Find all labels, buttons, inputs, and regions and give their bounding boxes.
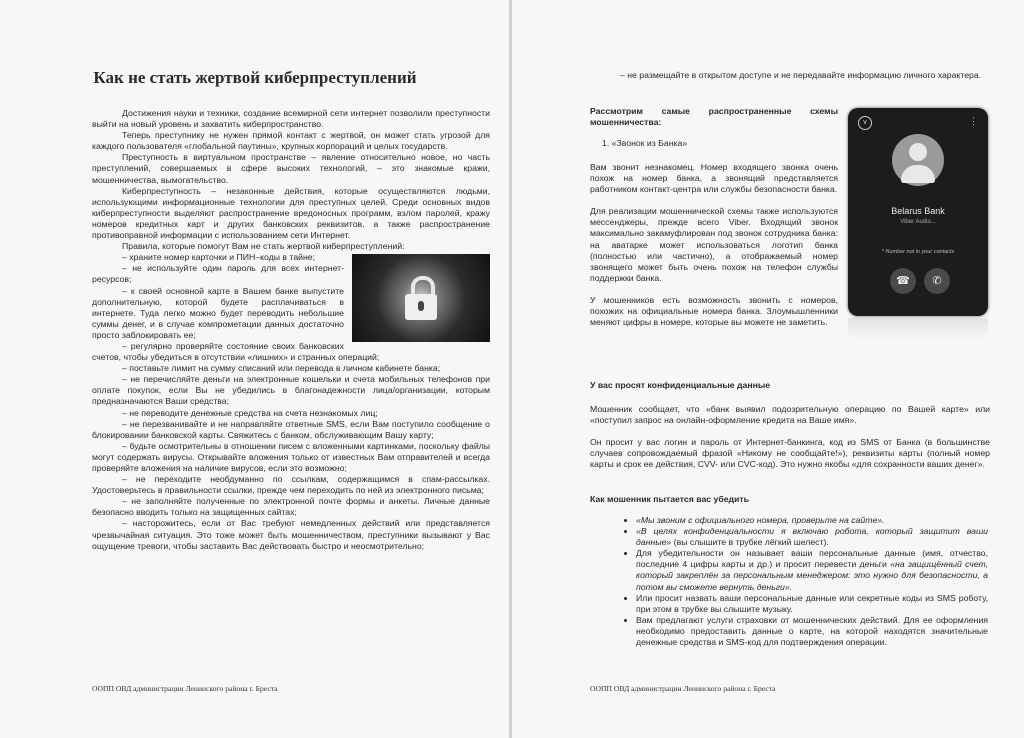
rule-item: – поставьте лимит на сумму списаний или перевода в личном кабинете банка; — [122, 363, 441, 374]
rule-item: – не перезванивайте и не направляйте ответные SMS, если Вам поступило сообщение о блокировании банковской карты. Свяжитесь с банком, обслуживающим Вашу карту; — [92, 418, 490, 440]
rule-item: – храните номер карточки и ПИН–коды в тайне; — [122, 252, 316, 263]
paragraph: Вам звонит незнакомец. Номер входящего звонка очень похож на номер банка, а звонящий представляется работником контакт-центра или службы безопасности банка. — [590, 162, 838, 195]
confidential-body — [590, 404, 990, 470]
list-item: • «Мы звоним с официального номера, проверьте на сайте». — [636, 515, 988, 526]
more-icon: ⋮ — [969, 116, 978, 126]
rule-item: – не используйте один пароль для всех интернет-ресурсов; — [92, 263, 344, 285]
paragraph: Теперь преступнику не нужен прямой контакт с жертвой, он может стать угрозой для каждого пользователя «глобальной паутины», крупных корпораций и целых государств. — [92, 130, 490, 152]
padlock-shackle — [411, 276, 435, 296]
rule-item: – насторожитесь, если от Вас требуют немедленных действий или представляется чрезвычайная ситуация. Это тоже может быть мошенничеством, преступники вызывают у Вас ощущение тревоги, чтобы заставить Вас действовать быстро и неосмотрительно; — [92, 518, 490, 551]
accept-call-icon: ✆ — [924, 268, 950, 294]
list-item: • Или просит назвать ваши персональные данные или секретные коды из SMS роботу, при этом в трубке вы слышите музыку. — [636, 593, 988, 615]
paragraph: У мошенников есть возможность звонить с номеров, похожих на официальные номера банка. Злоумышленники меняют цифры в номере, которые вы можете не заметить. — [590, 294, 838, 328]
call-type: Viber Audio... — [900, 219, 936, 225]
list-item: • Для убедительности он называет ваши персональные данные (имя, отчество, последние 4 цифры карты и др.) и просит перевести деньги «на защищённый счет, который закреплён за персональным менеджером: это нужно для безопасности, а потом вы сможете вернуть деньги». — [636, 548, 988, 592]
viber-call-screenshot — [848, 108, 988, 316]
rule-item: – регулярно проверяйте состояние своих банковских счетов, чтобы убедиться в отсутствии «лишних» и странных операций; — [92, 340, 380, 363]
paragraph: Для реализации мошеннической схемы также используются мессенджеры, прежде всего Viber. Входящий звонок максимально закамуфлирован под звонок сотрудника банка: на аватарке может использоваться логотип банка (полностью или частично), а отображаемый номер звонящего может быть очень похож на телефон службы поддержки банка. — [590, 206, 838, 283]
scheme-body — [590, 162, 838, 328]
left-page — [0, 0, 510, 738]
left-body — [92, 108, 490, 552]
schemes-heading: Рассмотрим самые распространенные схемы мошенничества: — [590, 106, 838, 128]
rule-item: – не переходите необдуманно по ссылкам, содержащимся в спам-рассылках. Удостоверьтесь в правильности ссылки, прежде чем переходить по ней из электронного письма; — [92, 474, 490, 496]
rule-item: – не заполняйте полученные по электронной почте формы и анкеты. Личные данные безопасно вводить только на защищенных сайтах; — [92, 496, 490, 518]
paragraph: Киберпреступность – незаконные действия, которые осуществляются людьми, использующими информационные технологии для преступных целей. Среди основных видов киберпреступности выделяют распространение вредоносных программ, взлом паролей, кражу номеров кредитных карт и других банковских реквизитов, а также распространение противоправной информации с использованием сети Интернет. — [92, 185, 490, 241]
top-rule — [590, 70, 990, 81]
rule-item: – не перечисляйте деньги на электронные кошельки и счета мобильных телефонов при оплате покупок, если Вы не убедились в благонадежности лица/организации, которым предназначаются Ваши средства; — [92, 374, 490, 407]
contact-note: * Number not in your contacts — [881, 249, 955, 255]
convince-heading: Как мошенник пытается вас убедить — [590, 494, 749, 504]
paragraph: Мошенник сообщает, что «банк выявил подозрительную операцию по Вашей карте» или «поступил запрос на онлайн-оформление кредита на Ваше имя». — [590, 404, 990, 426]
padlock-image — [352, 254, 490, 342]
decline-call-icon: ☎ — [890, 268, 916, 294]
list-item: • Вам предлагают услуги страховки от мошеннических действий. Для ее оформления необходимо предоставить данные о карте, на которой находятся значительные денежные средства и SMS-код для подтверждения операции. — [636, 615, 988, 648]
paragraph: Он просит у вас логин и пароль от Интернет-банкинга, код из SMS от Банка (в большинстве случаев сопровождаемый фразой «Никому не сообщайте!»), реквизиты карты (полный номер карты и срок ее действия, CVV- или CVC-код). Это нужно якобы «для сохранности ваших денег». — [590, 437, 990, 470]
paragraph: Правила, которые помогут Вам не стать жертвой киберпреступлений: — [122, 241, 405, 252]
page-footer: ООПП ОВД администрации Ленинского района г. Бреста — [92, 684, 278, 693]
viber-icon: v — [858, 116, 872, 130]
keyhole — [418, 301, 424, 311]
paragraph: Достижения науки и техники, создание всемирной сети интернет позволили преступности выйти на новый уровень и захватить киберпространство. — [92, 108, 490, 130]
confidential-heading: У вас просят конфиденциальные данные — [590, 380, 771, 390]
rule-item: – не переводите денежные средства на счета незнакомых лиц; — [122, 407, 378, 418]
phone-reflection — [848, 318, 988, 340]
scheme-title: 1. «Звонок из Банка» — [602, 138, 688, 148]
rule-item: – к своей основной карте в Вашем банке выпустите дополнительную, которой будете расплачиваться в интернете. Туда легко можно будет переводить небольшие суммы денег, и в случае компрометации данных достаточно просто заблокировать ее; — [92, 285, 344, 340]
rule-item: – не размещайте в открытом доступе и не передавайте информацию личного характера. — [620, 70, 982, 80]
list-item: • «В целях конфиденциальности я включаю робота, который защитит ваши данные» (вы слышите в трубке лёгкий шелест). — [636, 526, 988, 548]
paragraph: Преступность в виртуальном пространстве – явление относительно новое, но часть преступлений, совершаемых в сфере высоких технологий, – это знакомые кражи, мошенничества, вымогательство. — [92, 152, 490, 185]
avatar — [892, 134, 944, 186]
caller-name: Belarus Bank — [891, 206, 945, 216]
page-footer: ООПП ОВД администрации Ленинского района г. Бреста — [590, 684, 776, 693]
page-title: Как не стать жертвой киберпреступлений — [93, 68, 417, 87]
rule-item: – будьте осмотрительны в отношении писем с вложенными картинками, поскольку файлы могут содержать вирусы. Открывайте вложения только от известных Вам отправителей и всегда проверяйте вложения на наличие вирусов, если это возможно; — [92, 440, 490, 473]
convince-list — [622, 515, 988, 648]
